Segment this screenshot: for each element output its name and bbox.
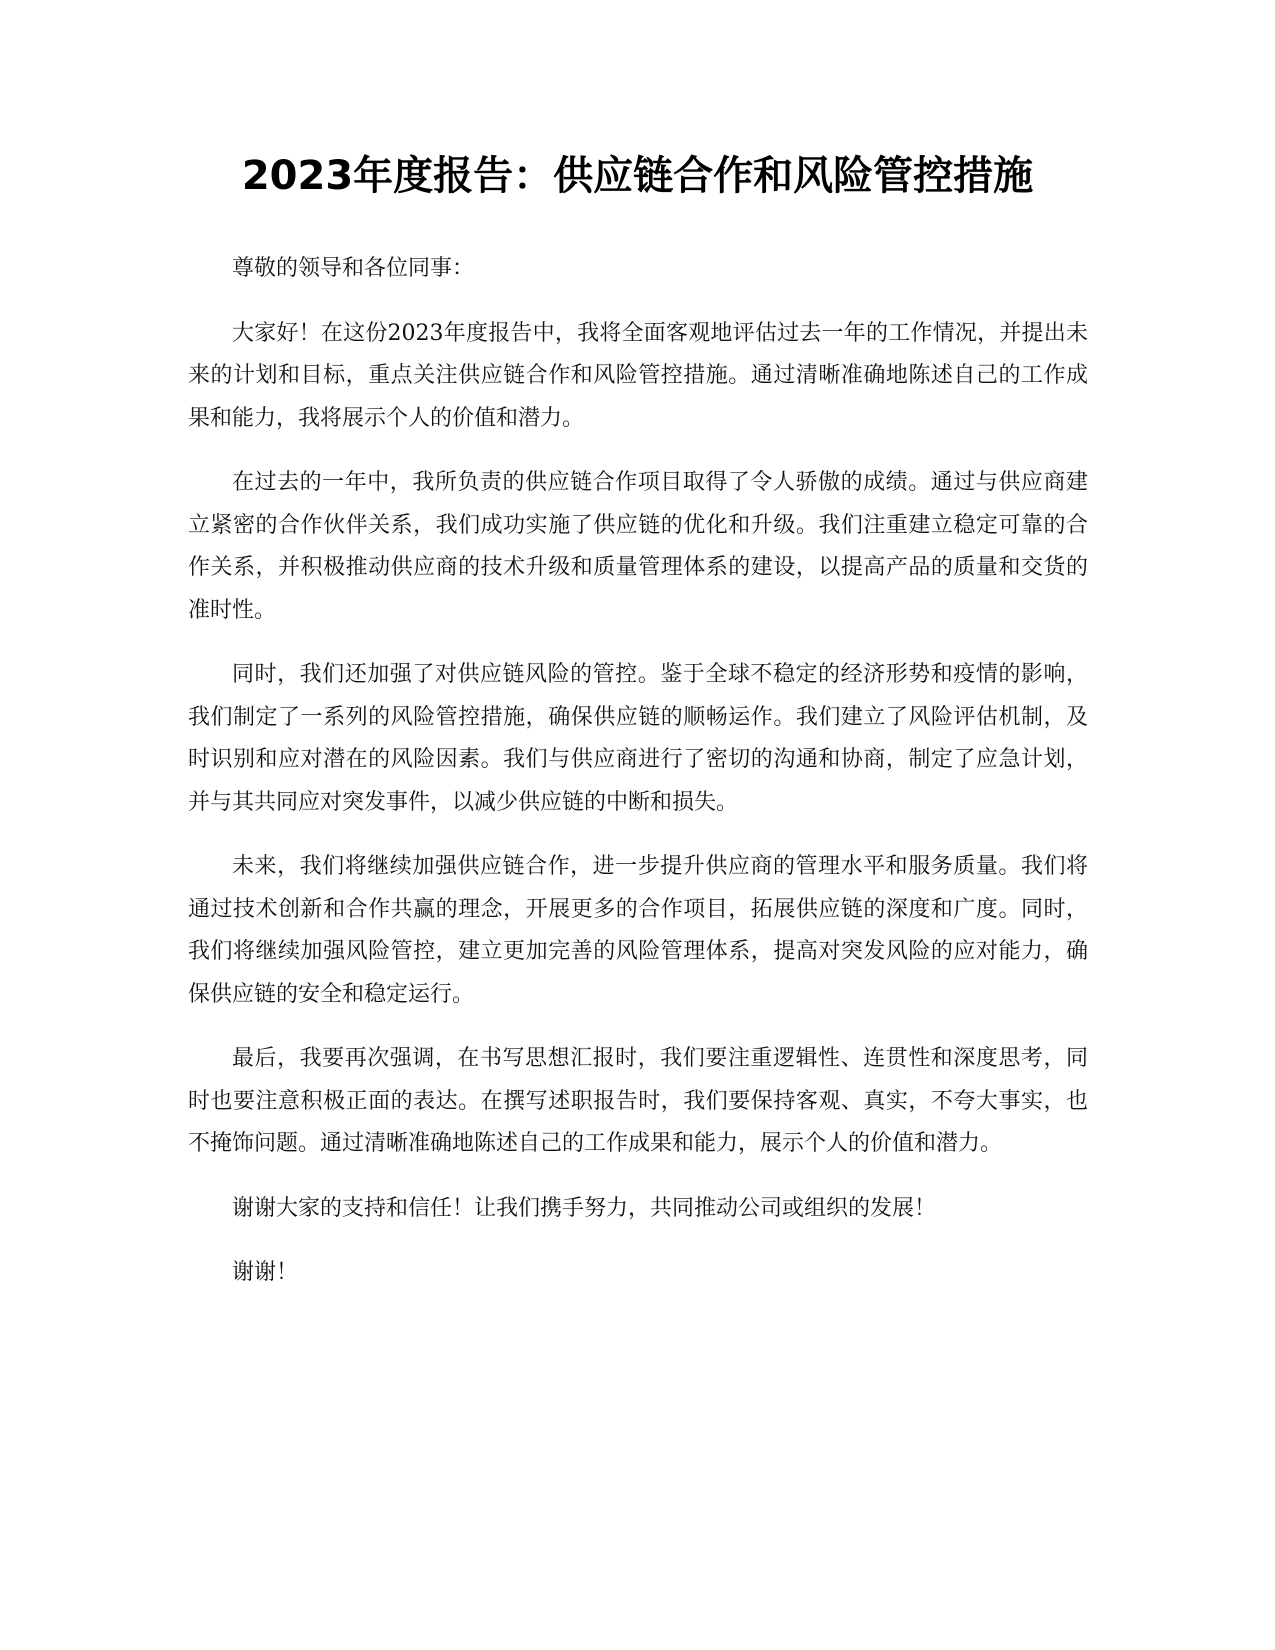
paragraph-closing-remarks: 最后，我要再次强调，在书写思想汇报时，我们要注重逻辑性、连贯性和深度思考，同时也要注意积极正面的表达。在撰写述职报告时，我们要保持客观、真实，不夸大事实，也不掩饰问题。通过清晰准确地陈述自己的工作成果和能力，展示个人的价值和潜力。 xyxy=(188,1046,1088,1156)
paragraph-risk-control: 同时，我们还加强了对供应链风险的管控。鉴于全球不稳定的经济形势和疫情的影响，我们制定了一系列的风险管控措施，确保供应链的顺畅运作。我们建立了风险评估机制，及时识别和应对潜在的风险因素。我们与供应商进行了密切的沟通和协商，制定了应急计划，并与其共同应对突发事件，以减少供应链的中断和损失。 xyxy=(188,662,1088,815)
document-body xyxy=(188,248,1088,1317)
paragraph-future-plans: 未来，我们将继续加强供应链合作，进一步提升供应商的管理水平和服务质量。我们将通过技术创新和合作共赢的理念，开展更多的合作项目，拓展供应链的深度和广度。同时，我们将继续加强风险管控，建立更加完善的风险管理体系，提高对突发风险的应对能力，确保供应链的安全和稳定运行。 xyxy=(188,854,1088,1007)
paragraph-thanks: 谢谢！ xyxy=(232,1260,299,1285)
salutation: 尊敬的领导和各位同事： xyxy=(232,256,475,281)
paragraph-intro: 大家好！在这份2023年度报告中，我将全面客观地评估过去一年的工作情况，并提出未来的计划和目标，重点关注供应链合作和风险管控措施。通过清晰准确地陈述自己的工作成果和能力，我将展示个人的价值和潜力。 xyxy=(188,320,1088,431)
paragraph-thanks-support: 谢谢大家的支持和信任！让我们携手努力，共同推动公司或组织的发展！ xyxy=(232,1195,937,1221)
document-title: 2023年度报告：供应链合作和风险管控措施 xyxy=(241,153,1034,199)
paragraph-achievements: 在过去的一年中，我所负责的供应链合作项目取得了令人骄傲的成绩。通过与供应商建立紧密的合作伙伴关系，我们成功实施了供应链的优化和升级。我们注重建立稳定可靠的合作关系，并积极推动供应商的技术升级和质量管理体系的建设，以提高产品的质量和交货的准时性。 xyxy=(188,470,1088,623)
